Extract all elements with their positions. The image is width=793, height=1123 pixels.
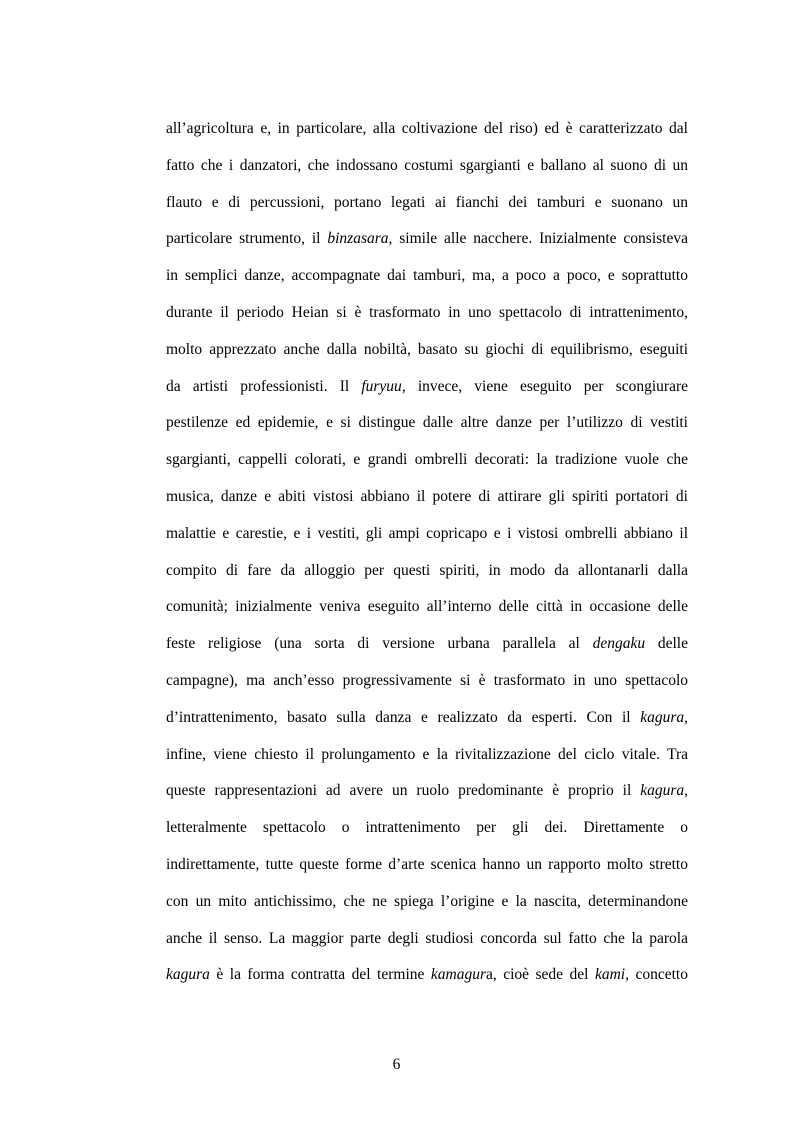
italic-term: kagura <box>166 966 210 984</box>
text-line: indirettamente, tutte queste forme d’arte scenica hanno un rapporto molto stretto <box>166 855 688 873</box>
page-number: 6 <box>392 1056 401 1073</box>
text-line: letteralmente spettacolo o intrattenimento per gli dei. Direttamente o <box>166 819 688 837</box>
text-line: particolare strumento, il binzasara, simile alle nacchere. Inizialmente consisteva <box>166 230 688 248</box>
text-line: fatto che i danzatori, che indossano costumi sgargianti e ballano al suono di un <box>166 156 688 174</box>
text-line: pestilenze ed epidemie, e si distingue dalle altre danze per l’utilizzo di vestiti <box>166 414 688 432</box>
text-line: molto apprezzato anche dalla nobiltà, basato su giochi di equilibrismo, eseguiti <box>166 340 688 358</box>
text-line: all’agricoltura e, in particolare, alla coltivazione del riso) ed è caratterizzato dal <box>166 120 688 137</box>
italic-term: binzasara <box>327 230 389 248</box>
text-line: in semplici danze, accompagnate dai tamburi, ma, a poco a poco, e soprattutto <box>166 267 688 285</box>
text-line: infine, viene chiesto il prolungamento e la rivitalizzazione del ciclo vitale. Tra <box>166 745 688 763</box>
text-line: con un mito antichissimo, che ne spiega l’origine e la nascita, determinandone <box>166 892 688 910</box>
text-line: kagura è la forma contratta del termine kamagura, cioè sede del kami, concetto <box>166 966 688 984</box>
italic-term: kagura <box>640 782 685 800</box>
text-line: queste rappresentazioni ad avere un ruolo predominante è proprio il kagura, <box>166 782 688 800</box>
text-line: anche il senso. La maggior parte degli studiosi concorda sul fatto che la parola <box>166 929 688 947</box>
italic-term: kami <box>594 966 626 984</box>
text-line: durante il periodo Heian si è trasformato in uno spettacolo di intrattenimento, <box>166 303 688 321</box>
text-line: comunità; inizialmente veniva eseguito all’interno delle città in occasione delle <box>166 598 688 616</box>
text-line: flauto e di percussioni, portano legati ai fianchi dei tamburi e suonano un <box>166 193 688 211</box>
italic-term: kagura <box>640 708 685 726</box>
text-line: da artisti professionisti. Il furyuu, invece, viene eseguito per scongiurare <box>166 377 688 395</box>
text-line: sgargianti, cappelli colorati, e grandi ombrelli decorati: la tradizione vuole che <box>166 451 688 469</box>
text-line: d’intrattenimento, basato sulla danza e realizzato da esperti. Con il kagura, <box>166 708 688 726</box>
text-line: musica, danze e abiti vistosi abbiano il potere di attirare gli spiriti portatori di <box>166 487 688 505</box>
text-line: campagne), ma anch’esso progressivamente si è trasformato in uno spettacolo <box>166 671 688 689</box>
italic-term: kamagur <box>430 966 486 984</box>
text-line: compito di fare da alloggio per questi spiriti, in modo da allontanarli dalla <box>166 561 688 579</box>
text-line: feste religiose (una sorta di versione urbana parallela al dengaku delle <box>166 635 688 653</box>
italic-term: dengaku <box>592 635 646 653</box>
text-line: malattie e carestie, e i vestiti, gli ampi copricapo e i vistosi ombrelli abbiano il <box>166 524 688 542</box>
body-paragraph <box>166 111 688 994</box>
italic-term: furyuu <box>361 377 402 395</box>
